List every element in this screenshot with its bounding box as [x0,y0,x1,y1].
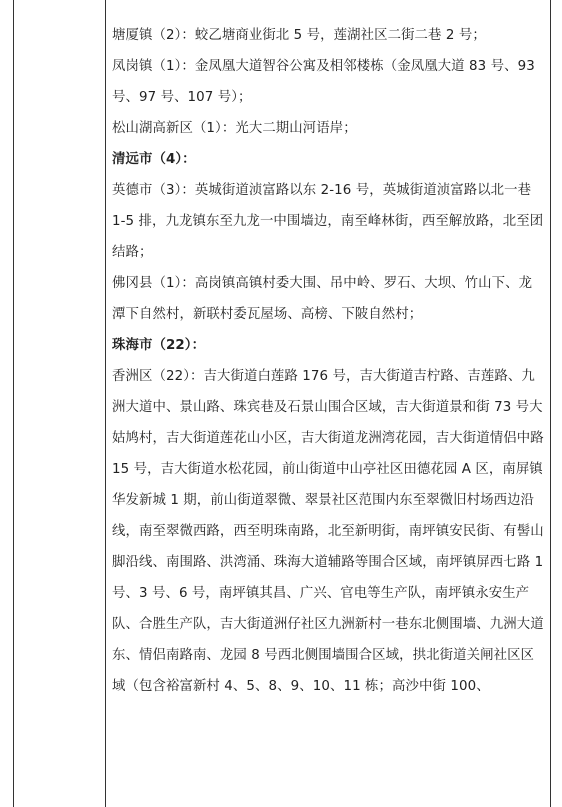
content-cell [112,20,544,702]
heading-qingyuan: 清远市（4）： [112,152,196,167]
table-column-divider [105,0,106,807]
heading-zhuhai: 珠海市（22）： [112,338,206,353]
paragraph-songshanhu: 松山湖高新区（1）：光大二期山河语岸； [112,121,357,136]
paragraph-yingde: 英德市（3）：英城街道浈富路以东 2-16 号，英城街道浈富路以北一巷 1-5 排，九龙镇东至九龙一中围墙边，南至峰林街，西至解放路，北至团结路； [112,183,544,260]
paragraph-fenggang: 凤岗镇（1）：金凤凰大道智谷公寓及相邻楼栋（金凤凰大道 83 号、93 号、97 号、107 号）； [112,59,535,105]
table-border-right [550,0,551,807]
table-border-left [13,0,14,807]
paragraph-xiangzhou: 香洲区（22）：吉大街道白莲路 176 号，吉大街道吉柠路、吉莲路、九洲大道中、景山路、珠宾巷及石景山围合区域，吉大街道景和街 73 号大姑鸠村，吉大街道莲花山小区，吉大街道龙洲湾花园，吉大街道情侣中路 15 号，吉大街道水松花园，前山街道中山亭社区田德花园 A 区，南屏镇华发新城 1 期，前山街道翠微、翠景社区范围内东至翠微旧村场西边沿线，南至翠微西路，西至明珠南路，北至新明街，南坪镇安民街、有髻山脚沿线、南围路、洪湾涌、珠海大道辅路等围合区域，南坪镇屏西七路 1 号、3 号、6 号，南坪镇其昌、广兴、官电等生产队，南坪镇永安生产队、合胜生产队，吉大街道洲仔社区九洲新村一巷东北侧围墙、九洲大道东、情侣南路南、龙园 8 号西北侧围墙围合区域，拱北街道关闸社区区域（包含裕富新村 4、5、8、9、10、11 栋；高沙中街 100、 [112,369,544,694]
paragraph-fogang: 佛冈县（1）：高岗镇高镇村委大围、吊中岭、罗石、大坝、竹山下、龙潭下自然村，新联村委瓦屋场、高榜、下陂自然村； [112,276,533,322]
paragraph-tangxia: 塘厦镇（2）：蛟乙塘商业街北 5 号，莲湖社区二街二巷 2 号； [112,28,486,43]
